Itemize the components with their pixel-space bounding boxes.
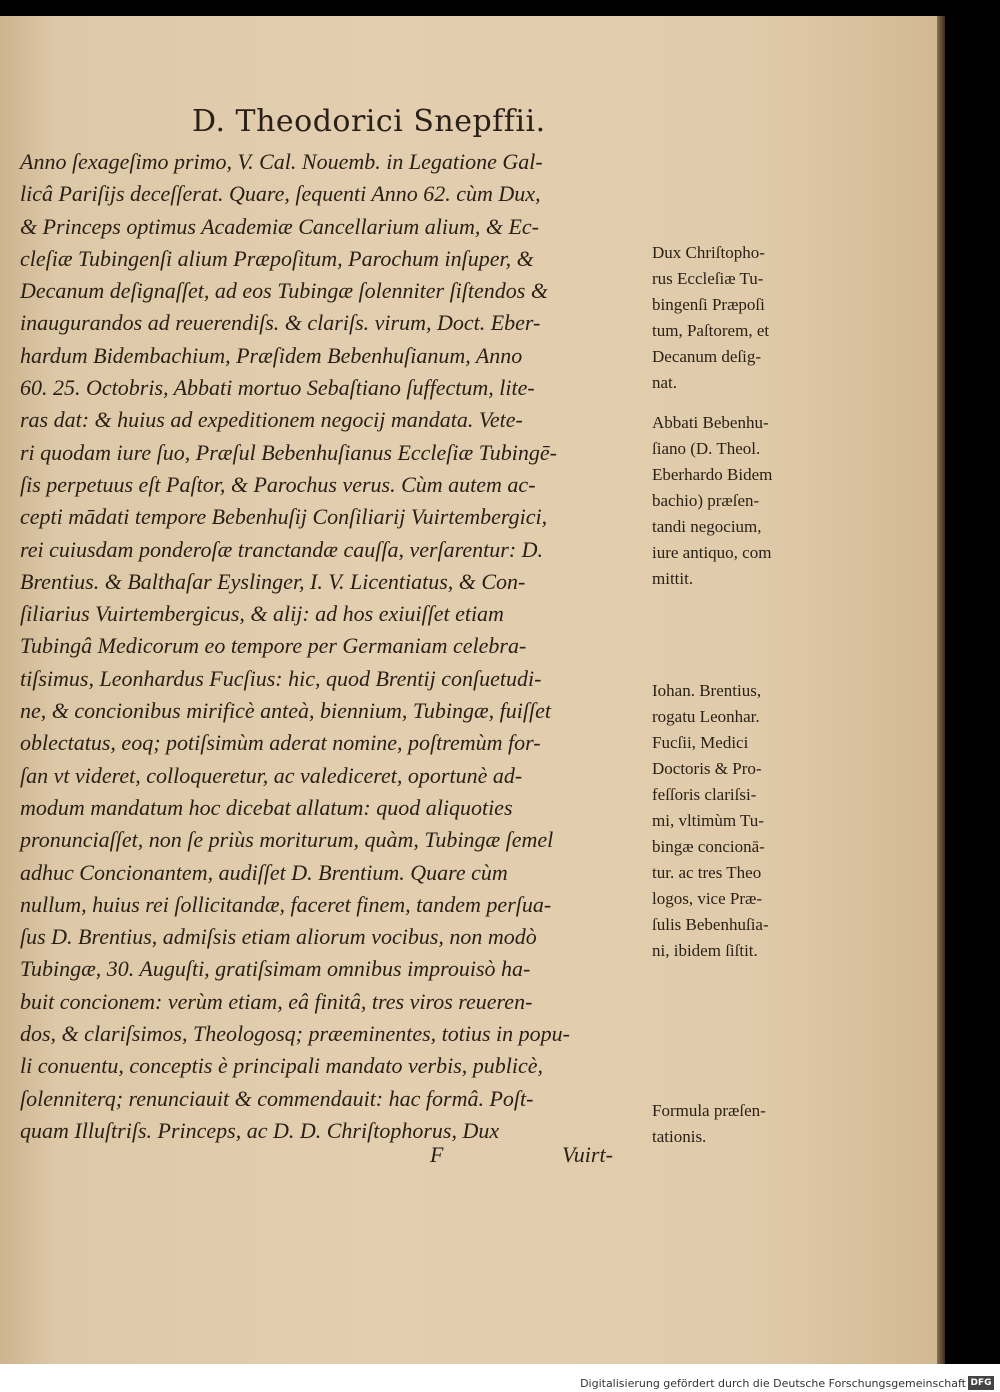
footer-credit: Digitalisierung gefördert durch die Deutsche Forschungsgemeinschaft: [580, 1377, 966, 1390]
margin-note-line: Fucſii, Medici: [652, 733, 749, 752]
text-line: rei cuiusdam ponderoſæ tranctandæ cauſſa, verſarentur: D.: [20, 536, 544, 562]
text-line: hardum Bidembachium, Præſidem Bebenhuſianum, Anno: [20, 342, 523, 368]
margin-note-line: ni, ibidem ſiſtit.: [652, 941, 758, 960]
text-line: oblectatus, eoq; potiſsimùm aderat nomine, poſtremùm for-: [20, 730, 541, 756]
signature-mark: F: [430, 1142, 444, 1167]
text-line: Tubingæ, 30. Auguſti, gratiſsimam omnibus improuisò ha-: [20, 956, 531, 982]
text-line: cleſiæ Tubingenſi alium Præpoſitum, Parochum inſuper, &: [20, 245, 534, 271]
text-line: ne, & concionibus mirificè anteà, biennium, Tubingæ, fuiſſet: [20, 698, 552, 724]
text-line: ſolenniterq; renunciauit & commendauit: hac formâ. Poſt-: [20, 1085, 534, 1111]
text-line: pronunciaſſet, non ſe priùs moriturum, quàm, Tubingæ ſemel: [20, 827, 554, 853]
text-line: tiſsimus, Leonhardus Fucſius: hic, quod Brentij conſuetudi-: [20, 665, 542, 691]
margin-note-line: bingæ concionā-: [652, 837, 765, 856]
margin-note-line: tum, Paſtorem, et: [652, 321, 770, 340]
margin-note-line: Iohan. Brentius,: [652, 681, 762, 700]
text-line: adhuc Concionantem, audiſſet D. Brentium. Quare cùm: [20, 859, 508, 885]
margin-note-line: Doctoris & Pro-: [652, 759, 762, 778]
catchword: Vuirt-: [562, 1142, 613, 1167]
text-line: Tubingâ Medicorum eo tempore per Germaniam celebra-: [20, 633, 527, 659]
margin-note-line: Decanum deſig-: [652, 347, 762, 366]
text-line: buit concionem: verùm etiam, eâ finitâ, tres viros reueren-: [20, 988, 533, 1014]
text-line: li conuentu, conceptis è principali mandato verbis, publicè,: [20, 1053, 544, 1079]
margin-note-line: mi, vltimùm Tu-: [652, 811, 764, 830]
text-line: licâ Pariſijs deceſſerat. Quare, ſequenti Anno 62. cùm Dux,: [20, 181, 541, 207]
margin-note-line: Eberhardo Bidem: [652, 465, 773, 484]
margin-note-line: logos, vice Præ-: [652, 889, 763, 908]
margin-note-line: ſiano (D. Theol.: [652, 439, 761, 458]
margin-note-line: bachio) præſen-: [652, 491, 760, 510]
text-line: quam Illuſtriſs. Princeps, ac D. D. Chriſtophorus, Dux: [20, 1117, 500, 1143]
running-header: D. Theodorici Snepffii.: [192, 104, 546, 139]
margin-note-line: ſulis Bebenhuſia-: [652, 915, 769, 934]
margin-note-line: tandi negocium,: [652, 517, 762, 536]
text-line: ſiliarius Vuirtembergicus, & alij: ad hos exiuiſſet etiam: [20, 601, 504, 627]
margin-note-line: tationis.: [652, 1127, 707, 1146]
text-line: cepti mādati tempore Bebenhuſij Conſiliarij Vuirtembergici,: [20, 504, 548, 530]
text-line: ſus D. Brentius, admiſsis etiam aliorum vocibus, non modò: [20, 924, 537, 950]
text-line: inaugurandos ad reuerendiſs. & clariſs. virum, Doct. Eber-: [20, 310, 541, 336]
text-line: & Princeps optimus Academiæ Cancellarium alium, & Ec-: [20, 213, 539, 239]
margin-note-line: Dux Chriſtopho-: [652, 243, 765, 262]
text-line: nullum, huius rei ſollicitandæ, faceret finem, tandem perſua-: [20, 891, 552, 917]
text-line: modum mandatum hoc dicebat allatum: quod aliquoties: [20, 794, 513, 820]
text-line: 60. 25. Octobris, Abbati mortuo Sebaſtiano ſuffectum, lite-: [20, 375, 535, 401]
margin-note-line: iure antiquo, com: [652, 543, 772, 562]
margin-note-1: [652, 240, 822, 396]
dfg-logo-icon: DFG: [968, 1376, 994, 1390]
margin-note-line: rogatu Leonhar.: [652, 707, 760, 726]
margin-note-line: mittit.: [652, 569, 694, 588]
margin-note-3: [652, 678, 822, 964]
margin-note-2: [652, 410, 822, 592]
text-line: ſis perpetuus eſt Paſtor, & Parochus verus. Cùm autem ac-: [20, 471, 536, 497]
page-edge: [937, 16, 945, 1364]
text-line: dos, & clariſsimos, Theologosq; præeminentes, totius in popu-: [20, 1021, 570, 1047]
text-line: Brentius. & Balthaſar Eyslinger, I. V. Licentiatus, & Con-: [20, 568, 526, 594]
margin-note-line: feſſoris clariſsi-: [652, 785, 757, 804]
margin-note-line: Formula præſen-: [652, 1101, 766, 1120]
text-line: Anno ſexageſimo primo, V. Cal. Nouemb. in Legatione Gal-: [20, 149, 543, 174]
text-line: ri quodam iure ſuo, Præſul Bebenhuſianus Eccleſiæ Tubingē-: [20, 439, 557, 465]
digitization-footer: [0, 1364, 1000, 1392]
margin-note-line: Abbati Bebenhu-: [652, 413, 769, 432]
margin-note-line: tur. ac tres Theo: [652, 863, 762, 882]
margin-note-line: nat.: [652, 373, 678, 392]
text-line: Decanum deſignaſſet, ad eos Tubingæ ſolenniter ſiſtendos &: [20, 278, 548, 304]
margin-note-line: bingenſi Præpoſi: [652, 295, 765, 314]
main-text-block: [20, 146, 660, 1147]
text-line: ras dat: & huius ad expeditionem negocij mandata. Vete-: [20, 407, 523, 433]
margin-note-line: rus Eccleſiæ Tu-: [652, 269, 764, 288]
margin-note-4: [652, 1098, 822, 1150]
text-line: ſan vt videret, colloqueretur, ac valediceret, oportunè ad-: [20, 762, 523, 788]
